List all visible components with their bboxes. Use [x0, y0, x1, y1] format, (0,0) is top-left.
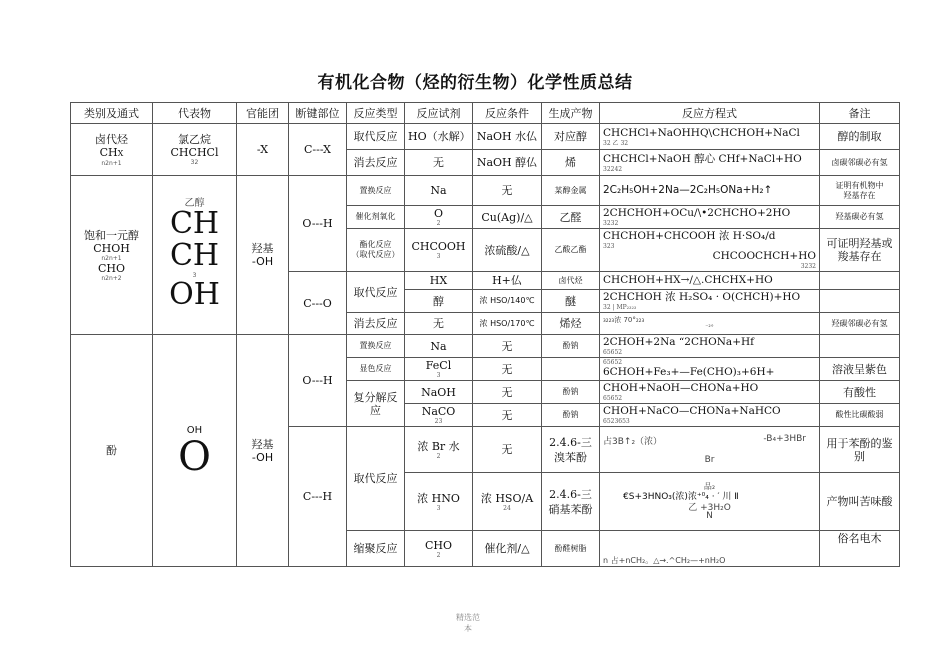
- bond-site: C---X: [289, 124, 347, 176]
- equation: CHCHOH+HX→/△.CHCHX+HO: [600, 272, 820, 290]
- page-title: 有机化合物（烃的衍生物）化学性质总结: [317, 73, 633, 93]
- bond-site: C---H: [289, 427, 347, 567]
- representative-cell: OH O: [153, 335, 237, 567]
- equation: 65652 6CHOH+Fe₃+—Fe(CHO)₃+6H+: [600, 358, 820, 381]
- table-row: C---H 取代反应 浓 Br 水 2 无 2.4.6-三溴苯酚 占3B↑₂（浓） -B₄+3HBr Br 用于苯酚的鉴别: [71, 427, 900, 473]
- table-row: 醇 浓 HSO/140℃ 醚 2CHCHOH 浓 H₂SO₄ · O(CHCH)+HO 32 | MP₂₃₂₃: [71, 290, 900, 313]
- footer-watermark: 精选范 本: [456, 613, 480, 633]
- equation: CHCHCl+NaOH 醇心 CHf+NaCl+HO 32242: [600, 150, 820, 176]
- bond-site: O---H: [289, 335, 347, 427]
- table-row: 消去反应 无 浓 HSO/170℃ 烯烃 ₃₂₂₃浓 70°₂₂₃ ⁻²° 羟碳邻碳必有氢: [71, 313, 900, 335]
- header-cell: 生成产物: [542, 103, 600, 124]
- category-name: 卤代烃: [95, 132, 128, 146]
- category-cell: 酚: [71, 335, 153, 567]
- functional-group: -X: [237, 124, 289, 176]
- header-cell: 反应试剂: [405, 103, 473, 124]
- table-row: 缩聚反应 CHO 2 催化剂/△ 酚醛树脂 n 占+nCH₂。△→.^CH₂—+nH₂O 俗名电木: [71, 531, 900, 567]
- header-cell: 代表物: [153, 103, 237, 124]
- table-row: 饱和一元醇 CHOH n2n+1 CHO n2n+2 乙醇 CH CH 3 OH 羟基 -OH O---H 置换反应 Na 无 某醇金属 2C₂H₅OH+2Na—2C₂H₅ONa+H₂↑ 证明有机物中 羟基存在: [71, 176, 900, 206]
- equation: n 占+nCH₂。△→.^CH₂—+nH₂O: [600, 531, 820, 567]
- header-cell: 反应方程式: [600, 103, 820, 124]
- equation: 2CHCHOH 浓 H₂SO₄ · O(CHCH)+HO 32 | MP₂₃₂₃: [600, 290, 820, 313]
- table-row: 酯化反应 （取代反应） CHCOOH 3 浓硫酸/△ 乙酸乙酯 CHCHOH+CHCOOH 浓 H·SO₄/d 323 CHCOOCHCH+HO 3232 可证明羟基或 羧基存在: [71, 229, 900, 272]
- header-cell: 断键部位: [289, 103, 347, 124]
- equation: CHCHOH+CHCOOH 浓 H·SO₄/d 323 CHCOOCHCH+HO 3232: [600, 229, 820, 272]
- equation: 2C₂H₅OH+2Na—2C₂H₅ONa+H₂↑: [600, 176, 820, 206]
- representative-cell: 乙醇 CH CH 3 OH: [153, 176, 237, 335]
- bond-site: C---O: [289, 272, 347, 335]
- ethanol-structure: CH CH: [169, 205, 220, 273]
- table-row: 浓 HNO 3 浓 HSO/A 24 2.4.6-三硝基苯酚 品₂ €S+3HNO₃(浓)浓⁺⁰₄ · ′ 川 Ⅱ ⼄ +3H₂O N 产物叫苦味酸: [71, 473, 900, 531]
- table-row: 显色反应 FeCl 3 无 65652 6CHOH+Fe₃+—Fe(CHO)₃+6H+ 溶液呈紫色: [71, 358, 900, 381]
- header-cell: 类别及通式: [71, 103, 153, 124]
- header-cell: 反应类型: [347, 103, 405, 124]
- functional-group: 羟基 -OH: [237, 176, 289, 335]
- equation: 品₂ €S+3HNO₃(浓)浓⁺⁰₄ · ′ 川 Ⅱ ⼄ +3H₂O N: [600, 473, 820, 531]
- general-formula: CHX: [99, 145, 124, 159]
- header-cell: 反应条件: [473, 103, 542, 124]
- bond-site: O---H: [289, 176, 347, 272]
- equation: 2CHCHOH+OCu/\•2CHCHO+2HO 3232: [600, 206, 820, 229]
- summary-table: [70, 102, 900, 567]
- representative-cell: 氯乙烷 CHCHCl 32: [153, 124, 237, 176]
- header-cell: 官能团: [237, 103, 289, 124]
- table-row: NaCO 23 无 酚钠 CHOH+NaCO—CHONa+NaHCO 6523653 酸性比碳酸弱: [71, 404, 900, 427]
- header-cell: 备注: [820, 103, 900, 124]
- equation: 占3B↑₂（浓） -B₄+3HBr Br: [600, 427, 820, 473]
- table-row: 卤代烃 CHX n2n+1 氯乙烷 CHCHCl 32 -X C---X 取代反应 HO（水解） NaOH 水仏 对应醇 CHCHCl+NaOHHQ\CHCHOH+NaCl 32 乙 32 醇的制取: [71, 124, 900, 150]
- equation: CHOH+NaCO—CHONa+NaHCO 6523653: [600, 404, 820, 427]
- table-row: 催化剂氧化 O 2 Cu(Ag)/△ 乙醛 2CHCHOH+OCu/\•2CHCHO+2HO 3232 羟基碳必有氢: [71, 206, 900, 229]
- equation: CHOH+NaOH—CHONa+HO 65652: [600, 381, 820, 404]
- table-row: 酚 OH O 羟基 -OH O---H 置换反应 Na 无 酚钠 2CHOH+2Na “2CHONa+Hf 65652: [71, 335, 900, 358]
- functional-group: 羟基 -OH: [237, 335, 289, 567]
- category-cell: 卤代烃 CHX n2n+1: [71, 124, 153, 176]
- header-row: [71, 103, 900, 124]
- equation: CHCHCl+NaOHHQ\CHCHOH+NaCl 32 乙 32: [600, 124, 820, 150]
- table-row: 消去反应 无 NaOH 醇仏 烯 CHCHCl+NaOH 醇心 CHf+NaCl+HO 32242 卤碳邻碳必有氢: [71, 150, 900, 176]
- phenol-ring-icon: O: [178, 434, 211, 480]
- table-row: 复分解反应 NaOH 无 酚钠 CHOH+NaOH—CHONa+HO 65652 有酸性: [71, 381, 900, 404]
- equation: ₃₂₂₃浓 70°₂₂₃ ⁻²°: [600, 313, 820, 335]
- equation: 2CHOH+2Na “2CHONa+Hf 65652: [600, 335, 820, 358]
- table-row: C---O 取代反应 HX H+仏 卤代烃 CHCHOH+HX→/△.CHCHX+HO: [71, 272, 900, 290]
- category-cell: 饱和一元醇 CHOH n2n+1 CHO n2n+2: [71, 176, 153, 335]
